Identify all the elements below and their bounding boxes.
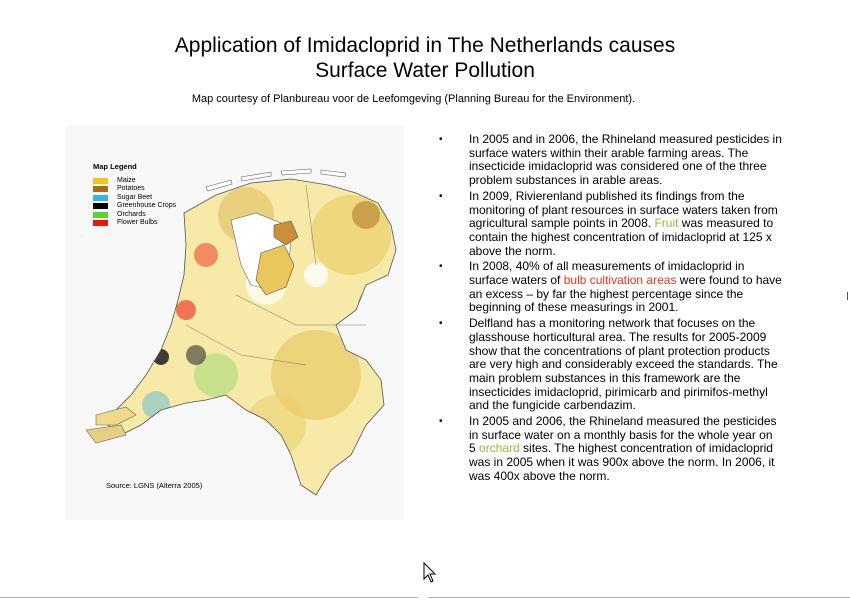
legend-swatch [93,195,108,201]
legend-item-sugar-beet [93,194,176,203]
legend-swatch [93,212,108,218]
list-item [437,317,782,413]
list-item [437,133,782,188]
legend-item-greenhouse-crops [93,202,176,211]
bullet-text: sites. The highest concentration of imidacloprid was in 2005 when it was 900x above the norm. In 2006, it was 400x above the norm. [469,441,775,483]
map-source: Source: LGNS (Alterra 2005) [106,481,203,490]
bullet-text: In 2005 and in 2006, the Rhineland measured pesticides in surface waters within their arable farming areas. The insecticide imidacloprid was considered one of the three problem substances in arable areas. [469,132,782,188]
legend-swatch [93,220,108,226]
legend-item-flower-bulbs [93,219,176,228]
bullet-text: In 2009, Rivierenland published its findings from the monitoring of plant resources in surface waters taken from agricultural sample points in 2008. [469,188,778,231]
bullet-icon: • [439,318,443,330]
bullet-icon: • [439,261,443,273]
list-item [437,190,782,259]
bottom-divider-right [428,597,850,598]
legend-label: Maize [117,176,136,184]
bullet-icon: • [439,416,443,428]
legend-label: Greenhouse Crops [117,202,177,209]
legend-swatch [93,186,108,192]
bullet-icon: • [439,190,443,202]
map-legend [93,163,176,228]
legend-label: Flower Bulbs [117,219,158,226]
list-item [437,260,782,315]
legend-title: Map Legend [93,162,137,171]
legend-swatch [93,178,108,184]
highlight-fruit: Fruit [654,216,679,231]
highlight-bulb-areas: bulb cultivation areas [563,273,677,288]
bullet-text: was measured to contain the highest concentration of imidacloprid at 125 x above the norm. [469,216,774,258]
legend-item-potatoes [93,185,176,194]
highlight-orchard: orchard [479,441,520,456]
legend-label: Orchards [117,210,146,218]
map-credit: Map courtesy of Planbureau voor de Leefomgeving (Planning Bureau for the Environment). [191,93,636,105]
bullet-text: In 2005 and 2006, the Rhineland measured the pesticides in surface water on a monthly basis for the whole year on 5 [469,414,777,456]
netherlands-land-use-map [66,125,404,520]
legend-label: Potatoes [117,185,145,192]
title-line-1: Application of Imidacloprid in The Netherlands causes [174,34,676,57]
bullet-text: Delfland has a monitoring network that focuses on the glasshouse horticultural area. The results for 2005-2009 show that the concentrations of plant protection products are very high and considerably exceed the standards. The main problem substances in this framework are the insecticides imidacloprid, pirimicarb and pirimifos-methyl and the fungicide carbendazim. [469,316,778,413]
mouse-pointer-icon [423,562,437,584]
edge-marker [847,292,848,300]
legend-item-orchards [93,211,176,220]
bullet-text: In 2008, 40% of all measurements of imidacloprid in surface waters of [469,259,745,288]
slide-title [0,33,850,83]
bottom-divider-left [0,597,418,598]
legend-item-maize [93,177,176,186]
bullet-text: were found to have an excess – by far the highest percentage since the beginning of these measurings in 2001. [469,273,782,315]
legend-label: Sugar Beet [117,193,153,201]
findings-list [437,133,782,486]
list-item [437,415,782,484]
bullet-icon: • [439,134,443,145]
title-line-2: Surface Water Pollution [315,59,535,82]
legend-swatch [93,203,108,209]
